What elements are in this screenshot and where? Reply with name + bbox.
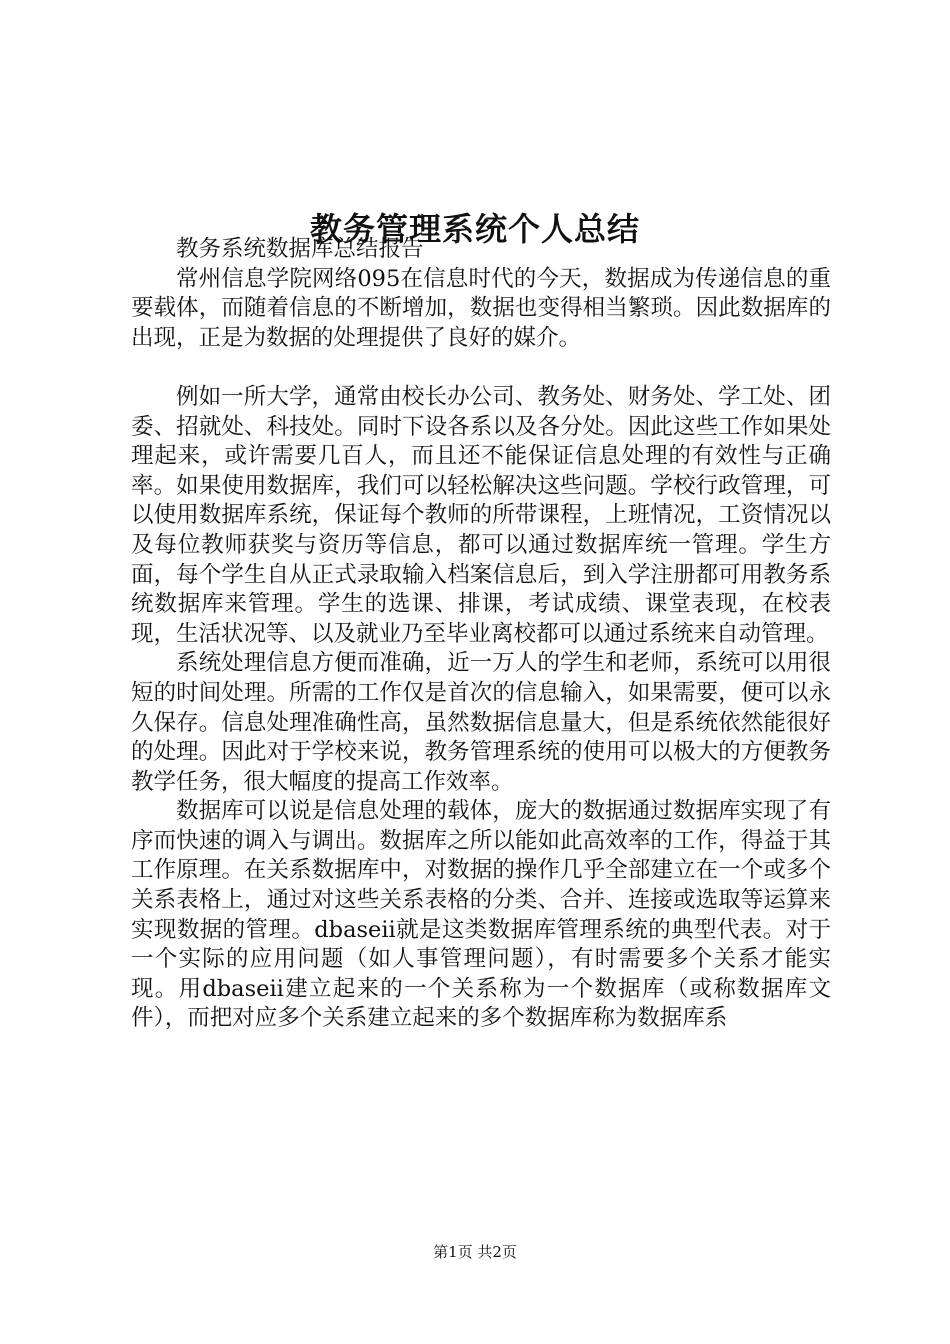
paragraph-subtitle: 教务系统数据库总结报告 xyxy=(176,236,424,262)
page-footer: 第1页 共2页 xyxy=(433,1243,517,1261)
document-title: 教务管理系统个人总结 xyxy=(309,210,640,249)
paragraph-intro: 常州信息学院网络095在信息时代的今天，数据成为传递信息的重要载体，而随着信息的不断增加，数据也变得相当繁琐。因此数据库的出现，正是为数据的处理提供了良好的媒介。 xyxy=(131,265,831,351)
document-body xyxy=(131,235,831,1034)
paragraph-system: 系统处理信息方便而准确，近一万人的学生和老师，系统可以用很短的时间处理。所需的工作仅是首次的信息输入，如果需要，便可以永久保存。信息处理准确性高，虽然数据信息量大，但是系统依然能很好的处理。因此对于学校来说，教务管理系统的使用可以极大的方便教务教学任务，很大幅度的提高工作效率。 xyxy=(131,650,831,795)
paragraph-example: 例如一所大学，通常由校长办公司、教务处、财务处、学工处、团委、招就处、科技处。同时下设各系以及各分处。因此这些工作如果处理起来，或许需要几百人，而且还不能保证信息处理的有效性与正确率。如果使用数据库，我们可以轻松解决这些问题。学校行政管理，可以使用数据库系统，保证每个教师的所带课程，上班情况，工资情况以及每位教师获奖与资历等信息，都可以通过数据库统一管理。学生方面，每个学生自从正式录取输入档案信息后，到入学注册都可用教务系统数据库来管理。学生的选课、排课，考试成绩、课堂表现，在校表现，生活状况等、以及就业乃至毕业离校都可以通过系统来自动管理。 xyxy=(131,383,831,647)
paragraph-database: 数据库可以说是信息处理的载体，庞大的数据通过数据库实现了有序而快速的调入与调出。数据库之所以能如此高效率的工作，得益于其工作原理。在关系数据库中，对数据的操作几乎全部建立在一个或多个关系表格上，通过对这些关系表格的分类、合并、连接或选取等运算来实现数据的管理。dbaseii就是这类数据库管理系统的典型代表。对于一个实际的应用问题（如人事管理问题），有时需要多个关系才能实现。用dbaseii建立起来的一个关系称为一个数据库（或称数据库文件），而把对应多个关系建立起来的多个数据库称为数据库系 xyxy=(131,798,831,1032)
